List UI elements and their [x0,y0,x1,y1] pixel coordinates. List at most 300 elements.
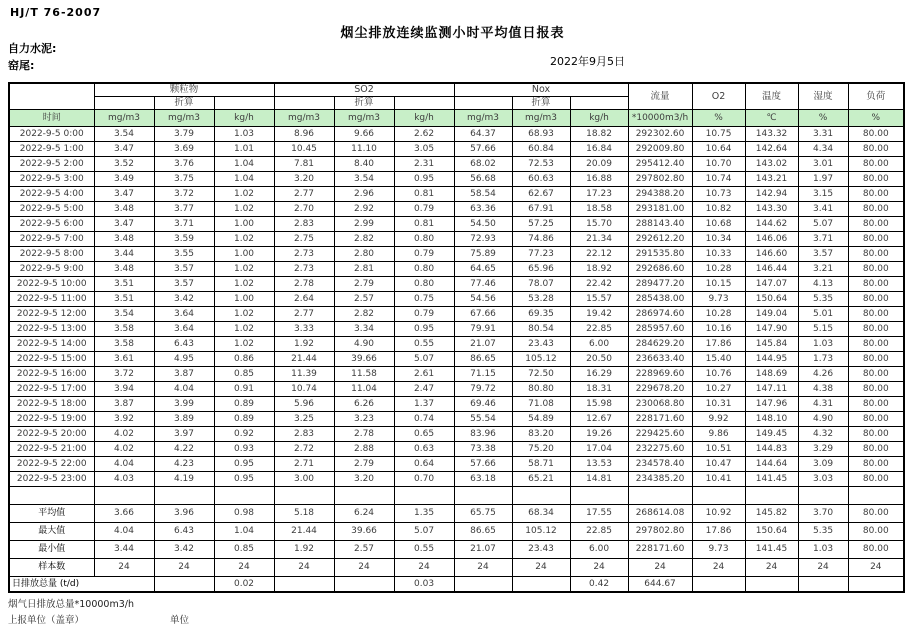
cell-value: 0.80 [394,232,454,247]
cell-value: 3.96 [154,505,214,523]
cell-value: 74.86 [512,232,570,247]
cell-value: 105.12 [512,523,570,541]
standard-code: HJ/T 76-2007 [10,6,102,19]
cell-value: 3.20 [274,172,334,187]
cell-value: 228171.60 [628,412,692,427]
cell-value: 3.89 [154,412,214,427]
cell-value: 24 [570,559,628,577]
cell-value: 17.04 [570,442,628,457]
cell-value: 1.03 [798,337,848,352]
cell-value: 62.67 [512,187,570,202]
cell-value: 3.52 [94,157,154,172]
cell-value: 10.74 [692,172,745,187]
cell-value: 3.71 [154,217,214,232]
cell-value: 3.34 [334,322,394,337]
cell-value: 14.81 [570,472,628,487]
cell-value: 53.28 [512,292,570,307]
cell-value: 80.00 [848,523,904,541]
cell-value: 18.92 [570,262,628,277]
cell-value: 292686.60 [628,262,692,277]
cell-value: 0.89 [214,412,274,427]
cell-value: 24 [274,559,334,577]
unit-header: % [798,110,848,127]
cell-value: 1.04 [214,157,274,172]
cell-value: 0.80 [394,262,454,277]
cell-value: 58.71 [512,457,570,472]
cell-value: 0.86 [214,352,274,367]
cell-value: 24 [394,559,454,577]
cell-value: 5.96 [274,397,334,412]
cell-value: 143.30 [745,202,798,217]
cell-value: 11.04 [334,382,394,397]
cell-value: 291535.80 [628,247,692,262]
cell-value: 80.00 [848,247,904,262]
spacer-row [9,487,904,505]
cell-value: 297802.80 [628,523,692,541]
cell-value: 2.64 [274,292,334,307]
cell-value: 3.87 [154,367,214,382]
cell-value: 4.90 [334,337,394,352]
cell-value [848,487,904,505]
cell-value: 8.96 [274,127,334,142]
cell-value: 0.55 [394,541,454,559]
cell-value: 1.02 [214,232,274,247]
cell-value: 9.73 [692,292,745,307]
cell-value: 10.92 [692,505,745,523]
cell-value: 6.43 [154,337,214,352]
row-time: 2022-9-5 2:00 [9,157,94,172]
cell-value [334,487,394,505]
cell-value: 0.92 [214,427,274,442]
cell-value: 4.22 [154,442,214,457]
spacer-cell [454,97,512,110]
cell-value: 24 [798,559,848,577]
cell-value: 2.70 [274,202,334,217]
cell-value: 65.75 [454,505,512,523]
cell-value: 13.53 [570,457,628,472]
cell-value [628,487,692,505]
cell-value: 4.90 [798,412,848,427]
cell-value: 39.66 [334,523,394,541]
time-header-spacer [9,83,94,110]
cell-value: 0.98 [214,505,274,523]
unit-header: mg/m3 [154,110,214,127]
cell-value: 21.44 [274,523,334,541]
cell-value: 22.12 [570,247,628,262]
row-time: 2022-9-5 15:00 [9,352,94,367]
data-row [9,367,904,382]
cell-value [798,577,848,593]
cell-value: 18.31 [570,382,628,397]
cell-value [512,487,570,505]
cell-value: 24 [692,559,745,577]
cell-value: 4.34 [798,142,848,157]
cell-value: 3.31 [798,127,848,142]
cell-value: 80.00 [848,187,904,202]
cell-value [454,577,512,593]
cell-value: 65.96 [512,262,570,277]
cell-value: 3.59 [154,232,214,247]
cell-value: 4.26 [798,367,848,382]
cell-value: 15.40 [692,352,745,367]
cell-value: 77.23 [512,247,570,262]
cell-value: 292612.20 [628,232,692,247]
cell-value: 22.85 [570,322,628,337]
cell-value: 1.02 [214,307,274,322]
cell-value: 3.47 [94,187,154,202]
col-header-o2: O2 [692,83,745,110]
cell-value: 2.82 [334,232,394,247]
cell-value: 2.61 [394,367,454,382]
cell-value: 22.42 [570,277,628,292]
cell-value: 10.64 [692,142,745,157]
cell-value: 80.00 [848,307,904,322]
cell-value: 11.58 [334,367,394,382]
cell-value: 146.60 [745,247,798,262]
cell-value: 3.69 [154,142,214,157]
cell-value: 75.89 [454,247,512,262]
cell-value: 293181.00 [628,202,692,217]
cell-value: 80.00 [848,397,904,412]
cell-value: 2.77 [274,307,334,322]
cell-value: 146.06 [745,232,798,247]
cell-value: 55.54 [454,412,512,427]
cell-value: 80.00 [848,382,904,397]
cell-value: 0.74 [394,412,454,427]
cell-value: 3.77 [154,202,214,217]
data-row [9,292,904,307]
data-row [9,232,904,247]
reporting-unit-label: 上报单位（盖章） [8,615,85,626]
cell-value: 17.86 [692,523,745,541]
cell-value: 2.57 [334,292,394,307]
cell-value: 0.95 [214,457,274,472]
cell-value: 150.64 [745,292,798,307]
cell-value: 147.90 [745,322,798,337]
row-time: 2022-9-5 17:00 [9,382,94,397]
cell-value: 80.00 [848,277,904,292]
cell-value: 285438.00 [628,292,692,307]
cell-value: 1.00 [214,247,274,262]
unit-header: kg/h [570,110,628,127]
cell-value: 71.08 [512,397,570,412]
cell-value: 10.75 [692,127,745,142]
data-row [9,337,904,352]
cell-value: 4.02 [94,442,154,457]
cell-value: 3.87 [94,397,154,412]
cell-value: 22.85 [570,523,628,541]
cell-value: 3.42 [154,541,214,559]
cell-value: 10.74 [274,382,334,397]
cell-value: 16.84 [570,142,628,157]
cell-value: 10.47 [692,457,745,472]
spacer-cell [274,97,334,110]
cell-value: 0.79 [394,202,454,217]
col-header-humidity: 湿度 [798,83,848,110]
cell-value: 3.44 [94,247,154,262]
cell-value: 2.47 [394,382,454,397]
cell-value: 292009.80 [628,142,692,157]
cell-value: 83.20 [512,427,570,442]
cell-value: 4.95 [154,352,214,367]
cell-value: 4.04 [94,457,154,472]
cell-value: 1.92 [274,541,334,559]
cell-value: 80.00 [848,232,904,247]
cell-value: 292302.60 [628,127,692,142]
cell-value: 9.92 [692,412,745,427]
summary-label: 样本数 [9,559,94,577]
cell-value: 149.04 [745,307,798,322]
cell-value: 0.79 [394,247,454,262]
cell-value: 5.18 [274,505,334,523]
cell-value: 15.70 [570,217,628,232]
row-time: 2022-9-5 14:00 [9,337,94,352]
cell-value: 3.33 [274,322,334,337]
summary-row [9,559,904,577]
cell-value: 80.00 [848,157,904,172]
cell-value: 80.00 [848,541,904,559]
cell-value: 3.51 [94,277,154,292]
cell-value: 12.67 [570,412,628,427]
conv-label-pm: 折算 [154,97,214,110]
row-time: 2022-9-5 18:00 [9,397,94,412]
cell-value: 80.00 [848,172,904,187]
cell-value: 143.21 [745,172,798,187]
cell-value: 60.84 [512,142,570,157]
cell-value: 80.00 [848,142,904,157]
cell-value: 3.00 [274,472,334,487]
cell-value: 64.37 [454,127,512,142]
cell-value: 10.73 [692,187,745,202]
cell-value: 10.33 [692,247,745,262]
cell-value: 228969.60 [628,367,692,382]
cell-value: 4.04 [154,382,214,397]
unit-header: kg/h [394,110,454,127]
cell-value: 0.42 [570,577,628,593]
row-time: 2022-9-5 8:00 [9,247,94,262]
cell-value [214,487,274,505]
data-row [9,382,904,397]
cell-value: 2.73 [274,262,334,277]
spacer-cell [570,97,628,110]
cell-value: 3.57 [154,277,214,292]
cell-value: 80.00 [848,127,904,142]
cell-value: 15.57 [570,292,628,307]
cell-value: 10.82 [692,202,745,217]
cell-value: 24 [94,559,154,577]
cell-value: 17.23 [570,187,628,202]
cell-value: 228171.60 [628,541,692,559]
cell-value: 148.10 [745,412,798,427]
summary-row [9,505,904,523]
cell-value: 644.67 [628,577,692,593]
cell-value: 86.65 [454,523,512,541]
cell-value [512,577,570,593]
cell-value: 0.02 [214,577,274,593]
cell-value: 3.72 [154,187,214,202]
cell-value: 3.66 [94,505,154,523]
cell-value: 229425.60 [628,427,692,442]
cell-value: 57.25 [512,217,570,232]
report-table [8,82,905,593]
cell-value: 21.44 [274,352,334,367]
cell-value: 3.03 [798,472,848,487]
cell-value: 2.62 [394,127,454,142]
cell-value: 79.91 [454,322,512,337]
cell-value: 234578.40 [628,457,692,472]
group-so2: SO2 [274,83,454,97]
cell-value: 297802.80 [628,172,692,187]
col-header-load: 负荷 [848,83,904,110]
data-row [9,442,904,457]
cell-value: 148.69 [745,367,798,382]
cell-value [798,487,848,505]
row-time: 2022-9-5 9:00 [9,262,94,277]
cell-value [692,487,745,505]
cell-value: 1.04 [214,523,274,541]
cell-value: 69.35 [512,307,570,322]
cell-value: 3.25 [274,412,334,427]
row-time: 2022-9-5 23:00 [9,472,94,487]
cell-value: 1.73 [798,352,848,367]
cell-value: 2.82 [334,307,394,322]
cell-value: 236633.40 [628,352,692,367]
cell-value: 3.48 [94,262,154,277]
cell-value: 1.37 [394,397,454,412]
cell-value: 0.85 [214,541,274,559]
cell-value [394,487,454,505]
cell-value: 1.04 [214,172,274,187]
cell-value: 2.78 [274,277,334,292]
cell-value: 6.00 [570,337,628,352]
cell-value: 15.98 [570,397,628,412]
cell-value: 80.00 [848,262,904,277]
cell-value: 1.02 [214,322,274,337]
cell-value: 3.58 [94,322,154,337]
group-nox: Nox [454,83,628,97]
cell-value: 80.00 [848,352,904,367]
row-time: 2022-9-5 21:00 [9,442,94,457]
cell-value: 69.46 [454,397,512,412]
cell-value: 150.64 [745,523,798,541]
cell-value: 3.79 [154,127,214,142]
cell-value: 3.01 [798,157,848,172]
cell-value: 0.79 [394,307,454,322]
cell-value: 24 [512,559,570,577]
cell-value: 54.56 [454,292,512,307]
cell-value: 19.42 [570,307,628,322]
cell-value: 145.84 [745,337,798,352]
row-time: 2022-9-5 19:00 [9,412,94,427]
cell-value: 0.91 [214,382,274,397]
cell-value: 4.13 [798,277,848,292]
cell-value [154,577,214,593]
cell-value: 147.07 [745,277,798,292]
cell-value: 3.42 [154,292,214,307]
cell-value: 11.39 [274,367,334,382]
cell-value: 10.68 [692,217,745,232]
unit-header: mg/m3 [94,110,154,127]
cell-value: 80.00 [848,337,904,352]
data-row [9,187,904,202]
cell-value: 3.57 [154,262,214,277]
cell-value: 285957.60 [628,322,692,337]
cell-value: 2.79 [334,277,394,292]
cell-value: 3.76 [154,157,214,172]
cell-value: 60.63 [512,172,570,187]
cell-value: 1.97 [798,172,848,187]
cell-value: 4.03 [94,472,154,487]
cell-value: 294388.20 [628,187,692,202]
cell-value: 3.48 [94,202,154,217]
cell-value: 6.26 [334,397,394,412]
cell-value: 4.04 [94,523,154,541]
cell-value: 3.44 [94,541,154,559]
cell-value: 80.80 [512,382,570,397]
report-date: 2022年9月5日 [550,55,625,68]
cell-value: 0.95 [394,322,454,337]
cell-value: 10.28 [692,262,745,277]
cell-value [570,487,628,505]
cell-value: 80.00 [848,202,904,217]
row-time: 2022-9-5 11:00 [9,292,94,307]
cell-value: 3.71 [798,232,848,247]
cell-value: 230068.80 [628,397,692,412]
cell-value: 4.32 [798,427,848,442]
cell-value [745,577,798,593]
cell-value: 18.82 [570,127,628,142]
cell-value: 2.72 [274,442,334,457]
cell-value: 3.05 [394,142,454,157]
data-row [9,457,904,472]
cell-value: 80.00 [848,442,904,457]
data-row [9,217,904,232]
cell-value: 149.45 [745,427,798,442]
cell-value: 21.34 [570,232,628,247]
cell-value: 0.95 [394,172,454,187]
cell-value: 2.31 [394,157,454,172]
data-row [9,397,904,412]
cell-value: 0.81 [394,187,454,202]
cell-value: 3.09 [798,457,848,472]
cell-value: 232275.60 [628,442,692,457]
summary-label: 平均值 [9,505,94,523]
cell-value: 21.07 [454,541,512,559]
cell-value: 146.44 [745,262,798,277]
cell-value: 0.80 [394,277,454,292]
cell-value: 5.07 [798,217,848,232]
data-row [9,142,904,157]
cell-value: 16.88 [570,172,628,187]
unit-header: *10000m3/h [628,110,692,127]
cell-value: 6.24 [334,505,394,523]
cell-value: 3.47 [94,142,154,157]
cell-value: 2.81 [334,262,394,277]
cell-value: 68.02 [454,157,512,172]
cell-value: 2.92 [334,202,394,217]
cell-value: 57.66 [454,457,512,472]
summary-row [9,541,904,559]
cell-value: 4.23 [154,457,214,472]
header-units-row [9,110,904,127]
cell-value: 147.11 [745,382,798,397]
cell-value: 3.54 [334,172,394,187]
header-group-row [9,83,904,97]
cell-value: 5.07 [394,352,454,367]
cell-value: 58.54 [454,187,512,202]
spacer-cell [214,97,274,110]
cell-value [274,577,334,593]
